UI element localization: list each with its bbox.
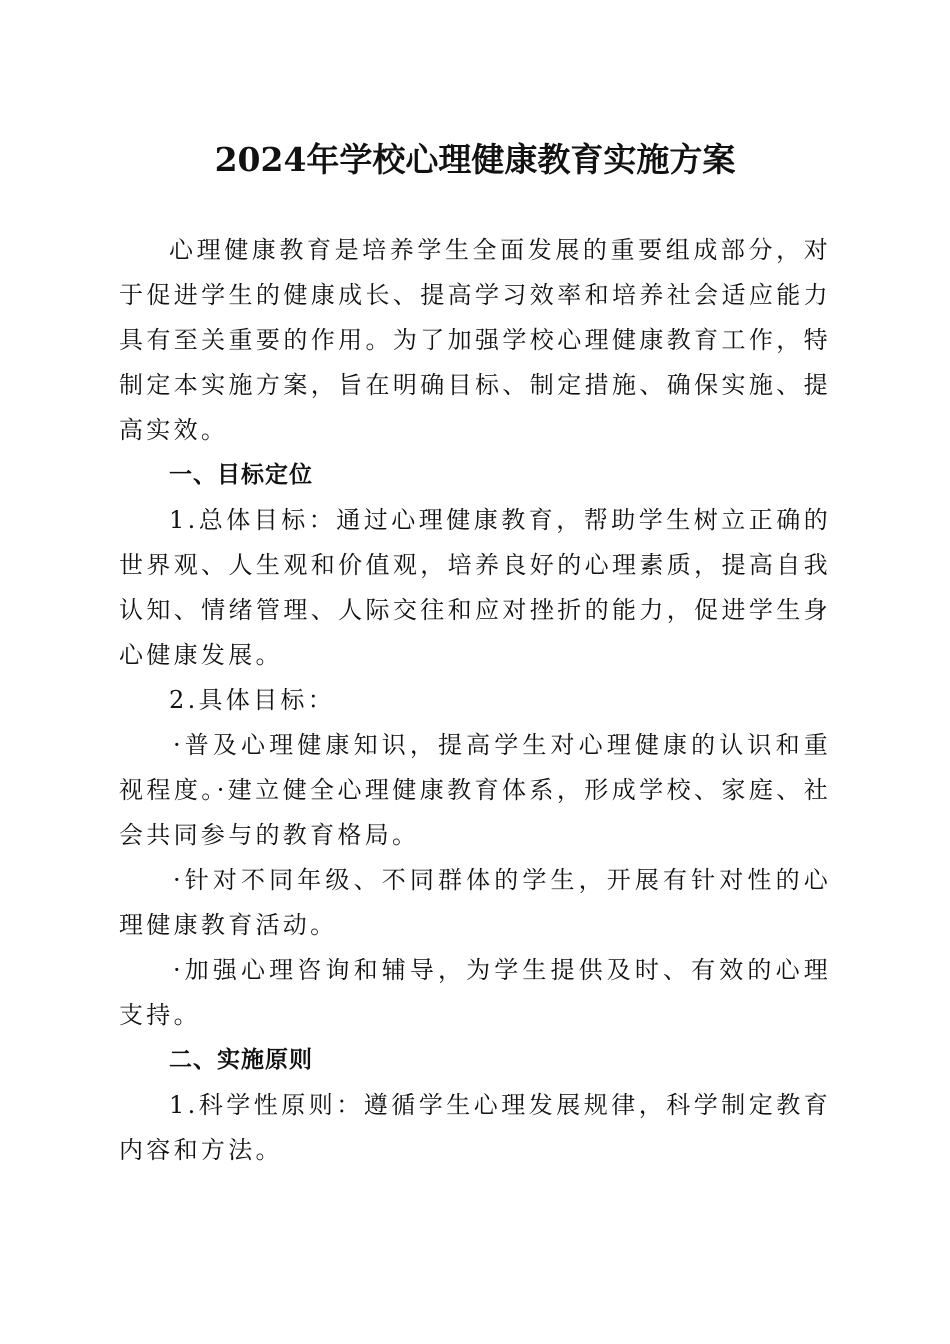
document-body xyxy=(119,228,831,1173)
overall-goal-paragraph: 1.总体目标：通过心理健康教育，帮助学生树立正确的世界观、人生观和价值观，培养良好的心理素质，提高自我认知、情绪管理、人际交往和应对挫折的能力，促进学生身心健康发展。 xyxy=(119,506,831,669)
scientific-principle-paragraph: 1.科学性原则：遵循学生心理发展规律，科学制定教育内容和方法。 xyxy=(119,1091,831,1164)
section-heading-goals: 一、目标定位 xyxy=(169,462,313,488)
section-heading-principles: 二、实施原则 xyxy=(169,1047,313,1073)
intro-paragraph: 心理健康教育是培养学生全面发展的重要组成部分，对于促进学生的健康成长、提高学习效率和培养社会适应能力具有至关重要的作用。为了加强学校心理健康教育工作，特制定本实施方案，旨在明确目标、制定措施、确保实施、提高实效。 xyxy=(119,236,831,444)
specific-goals-label: 2.具体目标： xyxy=(169,686,335,714)
goal-bullet-counseling: ·加强心理咨询和辅导，为学生提供及时、有效的心理支持。 xyxy=(119,956,831,1029)
goal-bullet-activities: ·针对不同年级、不同群体的学生，开展有针对性的心理健康教育活动。 xyxy=(119,866,831,939)
goal-bullet-knowledge: ·普及心理健康知识，提高学生对心理健康的认识和重视程度。·建立健全心理健康教育体系，形成学校、家庭、社会共同参与的教育格局。 xyxy=(119,731,831,849)
document-title: 2024年学校心理健康教育实施方案 xyxy=(214,140,736,179)
